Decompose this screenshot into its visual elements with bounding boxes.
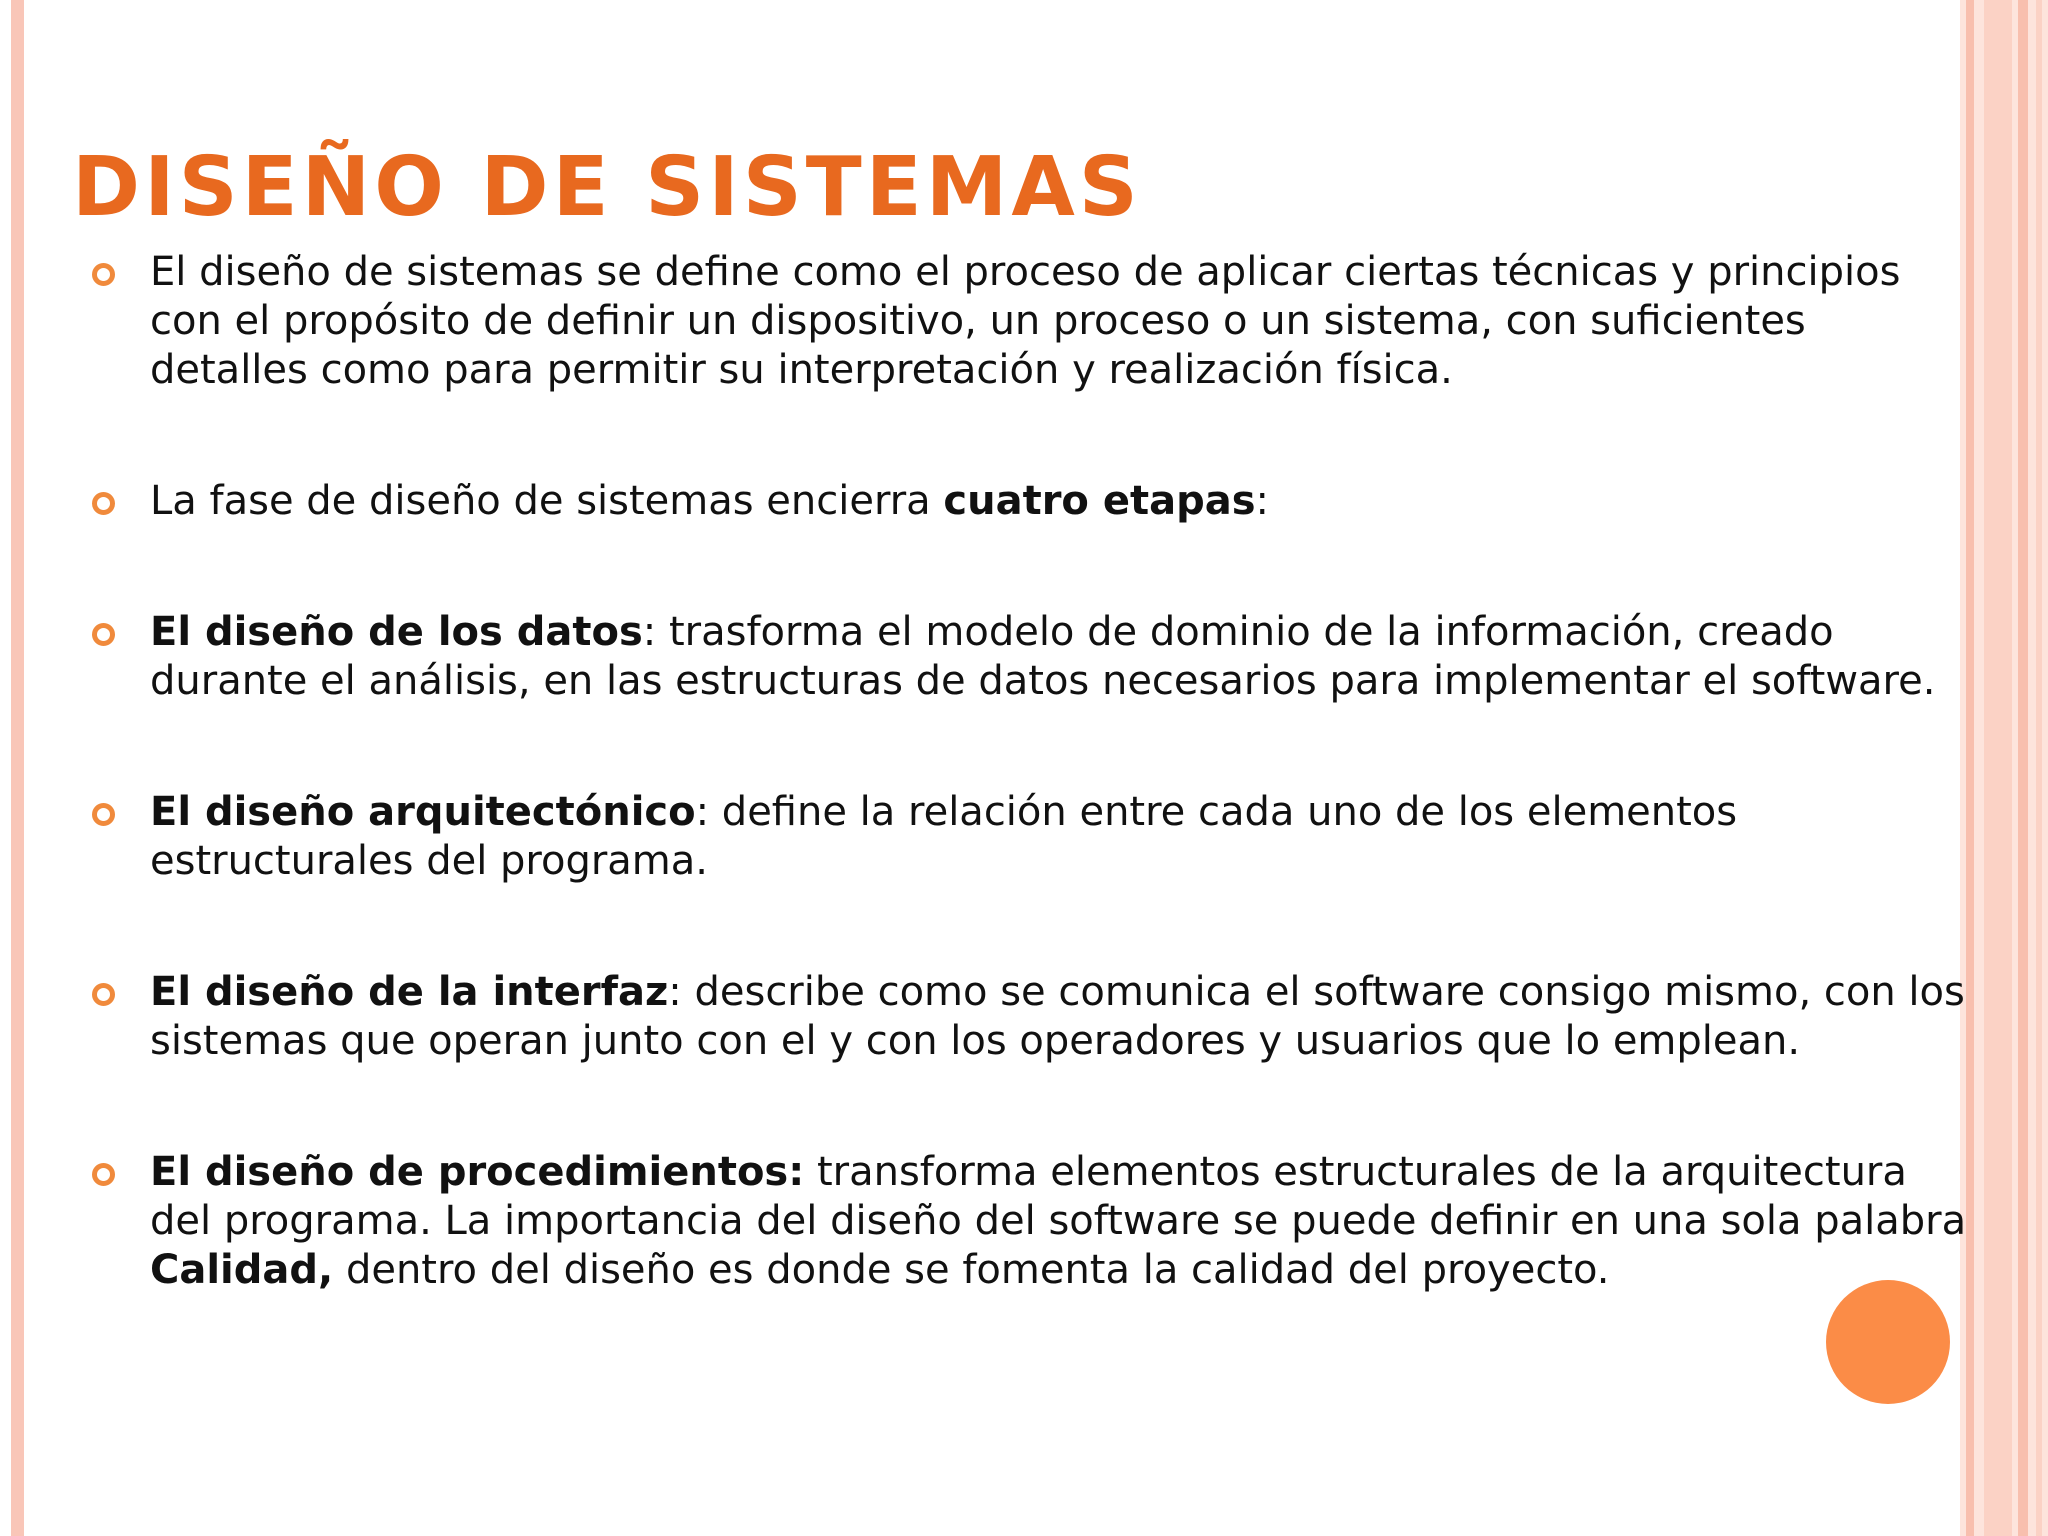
accent-circle [1826, 1280, 1950, 1404]
bullet-item-interface-design [90, 968, 1970, 1066]
bullet-text: El diseño de sistemas se define como el proceso de aplicar ciertas técnicas y principios con el propósito de definir un dispositivo, un proceso o un sistema, con suficientes detalles como para permitir su interpretación y realización física. [150, 249, 1901, 393]
bullet-text: dentro del diseño es donde se fomenta la calidad del proyecto. [333, 1247, 1610, 1293]
bullet-item-definition [90, 248, 1970, 395]
bullet-item-procedures-design [90, 1148, 1970, 1295]
right-decorative-stripes [1960, 0, 2048, 1536]
bullet-bold-text: cuatro etapas [943, 478, 1256, 524]
bullet-item-data-design [90, 608, 1970, 706]
bullet-lead: El diseño de procedimientos: [150, 1149, 805, 1195]
bullet-bold-text: Calidad, [150, 1247, 334, 1293]
bullet-text: transforma elementos estructurales de la arquitectura del programa. La importancia del diseño del software se puede definir en una sola palabra [150, 1149, 1967, 1244]
ring-bullet-icon [92, 983, 115, 1006]
bullet-lead: El diseño de los datos [150, 609, 643, 655]
left-border-stripe [11, 0, 24, 1536]
ring-bullet-icon [92, 803, 115, 826]
bullet-lead: El diseño arquitectónico [150, 789, 696, 835]
bullet-text: : trasforma el modelo de dominio de la información, creado durante el análisis, en las estructuras de datos necesarios para implementar el software. [150, 609, 1936, 704]
ring-bullet-icon [92, 492, 115, 515]
ring-bullet-icon [92, 623, 115, 646]
ring-bullet-icon [92, 263, 115, 286]
right-stripe [1984, 0, 2012, 1536]
bullet-list [90, 248, 1970, 1295]
bullet-text: : describe como se comunica el software consigo mismo, con los sistemas que operan junto con el y con los operadores y usuarios que lo emplean. [150, 969, 1965, 1064]
right-stripe [2018, 0, 2028, 1536]
bullet-item-architecture-design [90, 788, 1970, 886]
slide-title: DISEÑO DE SISTEMAS [72, 140, 1142, 235]
right-stripe [2036, 0, 2042, 1536]
bullet-lead: El diseño de la interfaz [150, 969, 669, 1015]
bullet-text: : [1255, 478, 1269, 524]
bullet-text: : define la relación entre cada uno de los elementos estructurales del programa. [150, 789, 1738, 884]
bullet-text: La fase de diseño de sistemas encierra [150, 478, 944, 524]
bullet-item-phases [90, 477, 1970, 526]
ring-bullet-icon [92, 1163, 115, 1186]
